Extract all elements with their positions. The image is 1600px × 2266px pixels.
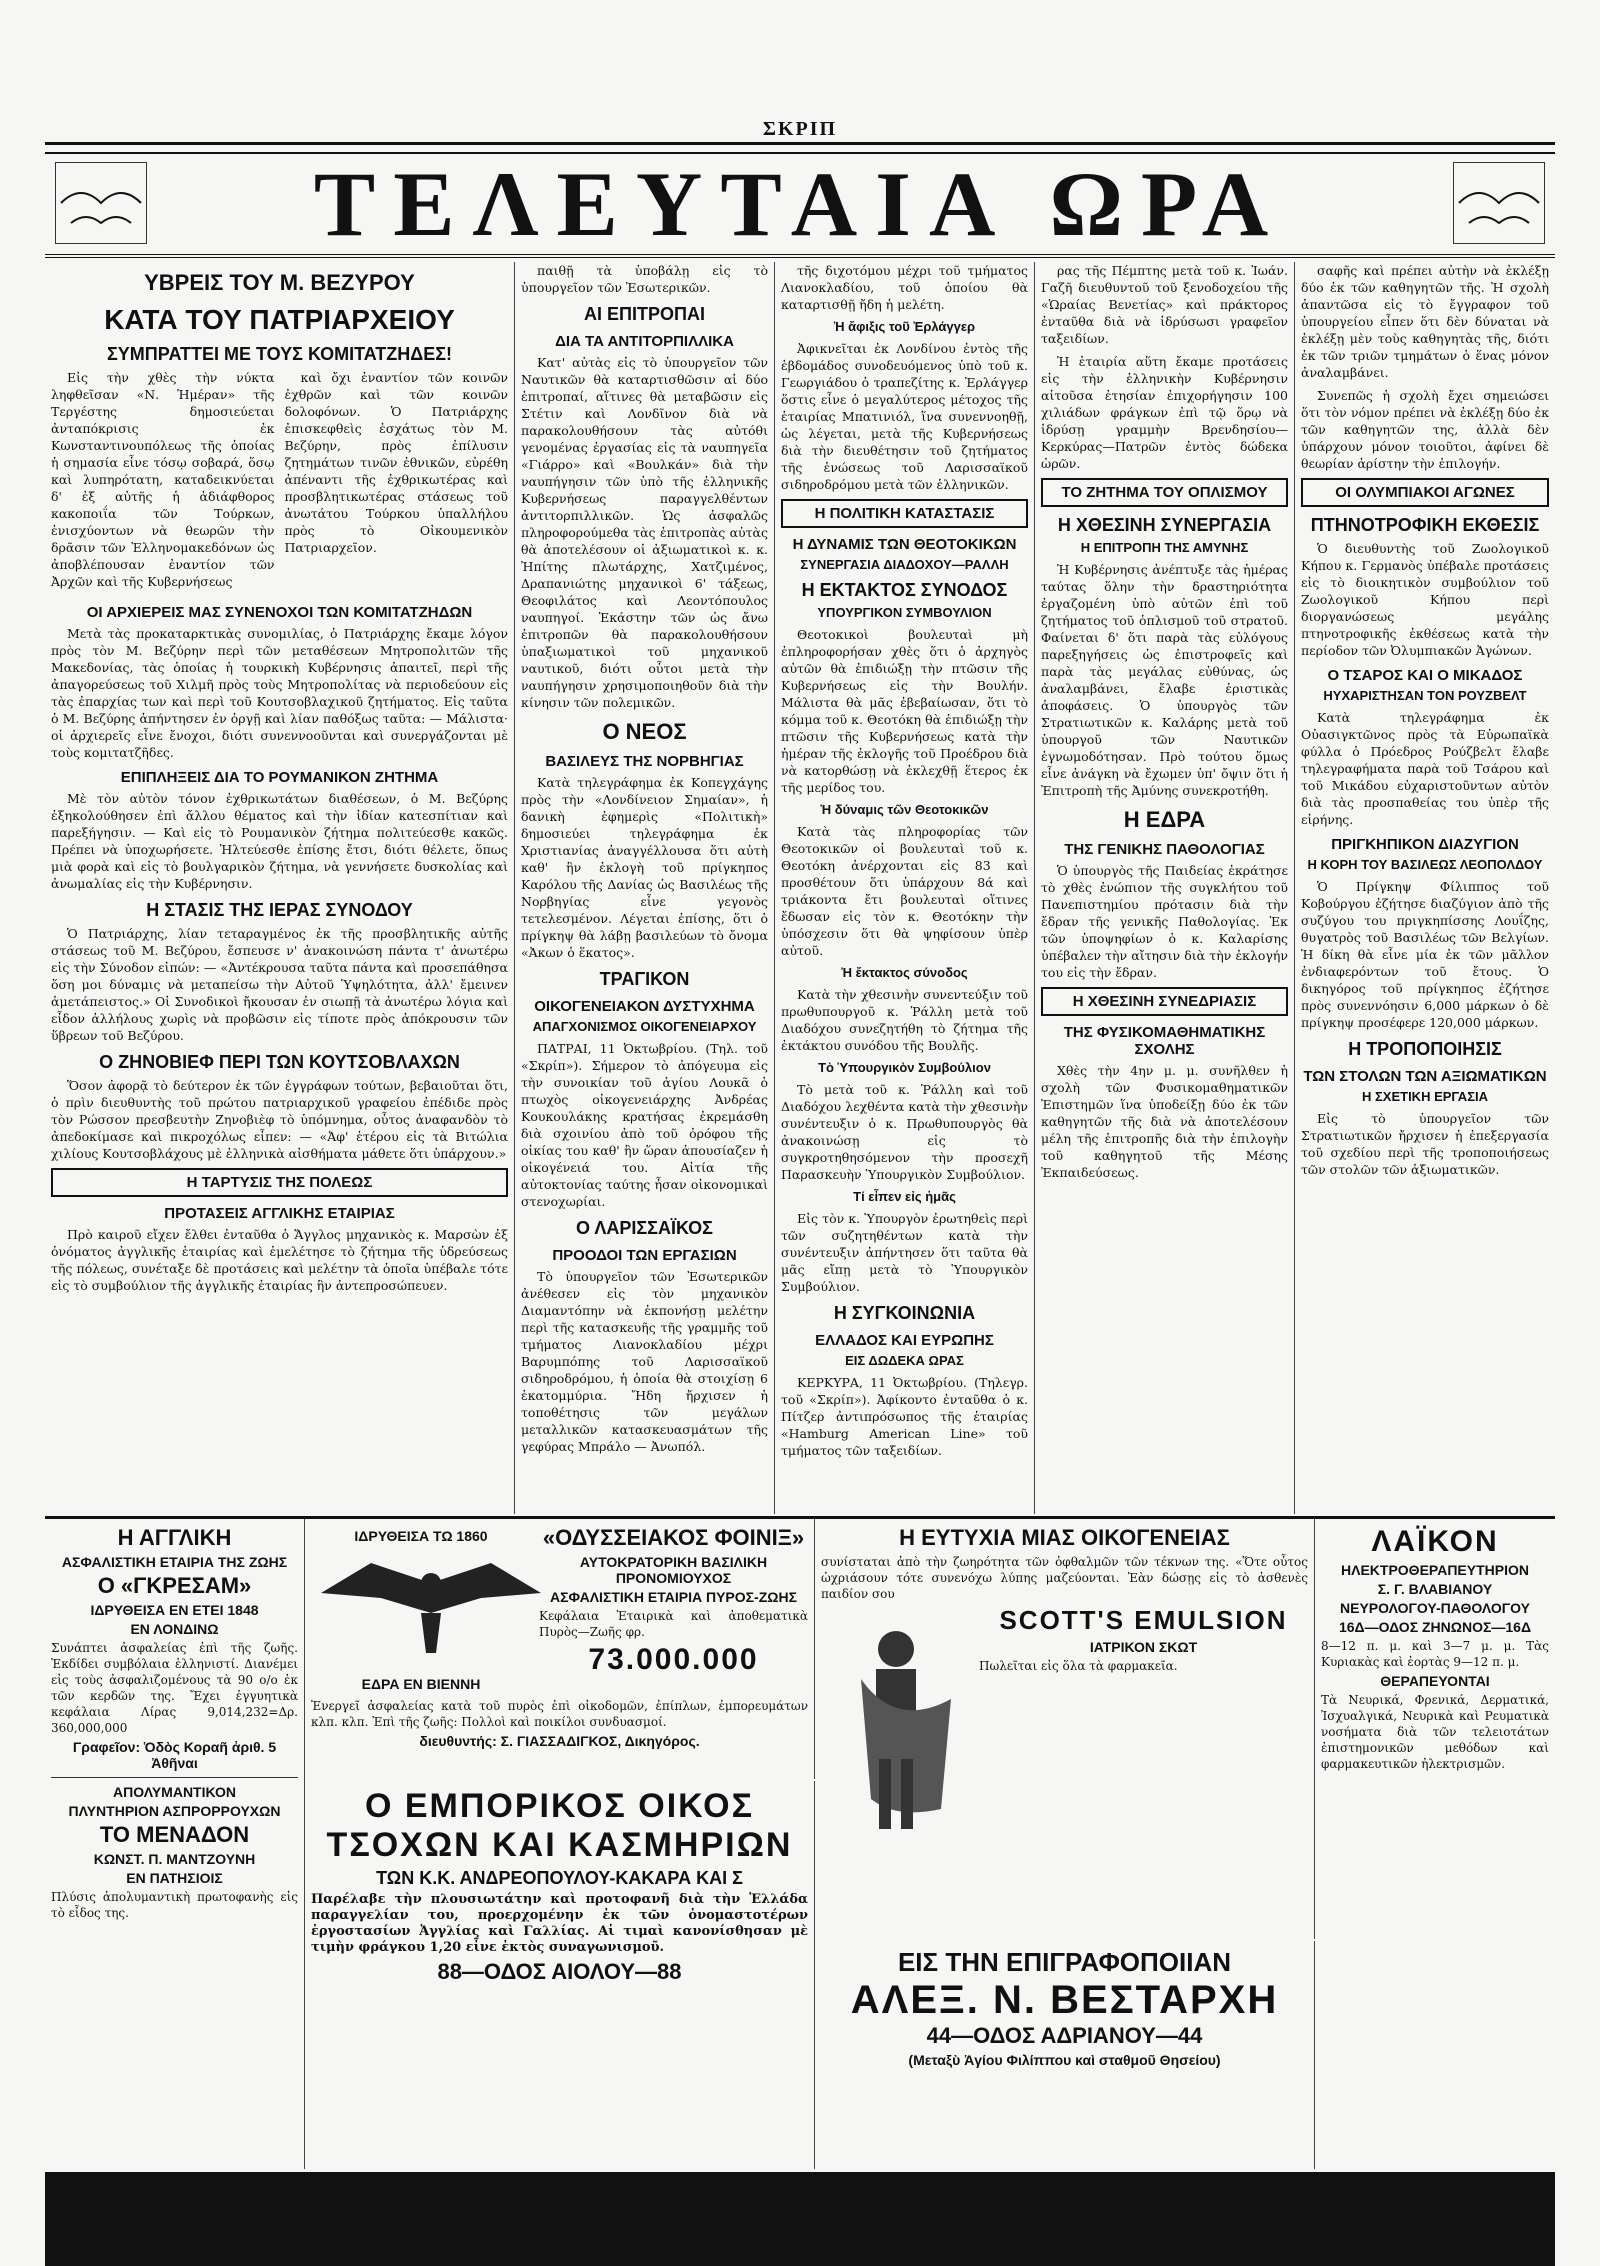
headline: Η ΤΡΟΠΟΠΟΙΗΣΙΣ [1348, 1039, 1502, 1059]
headline: ΑΙ ΕΠΙΤΡΟΠΑΙ [583, 304, 705, 324]
subheadline: Η ΤΑΡΤΥΣΙΣ ΤΗΣ ΠΟΛΕΩΣ [186, 1174, 373, 1191]
ad-brand: ΑΛΕΞ. Ν. ΒΕΣΤΑΡΧΗ [850, 1978, 1279, 2022]
article-text: Θεοτοκικοὶ βουλευταὶ μὴ ἐπληροφορήσαν χθὲς ὅτι ὁ ἀρχηγὸς αὐτῶν θὰ ἐπιδιώξῃ τὴν πτῶσιν τῆς Κυβερνήσεως εἰς τὴν Βουλήν. Μάλιστα θὰ μᾶς ἐβεβαίωσαν, ὅτι τὸ κόμμα τοῦ κ. Θεοτόκη θὰ ἐπιδιώξῃ τὴν πτῶσιν τῆς Κυβερνήσεως κατὰ τὴν ἡμέραν τῆς ἐκλογῆς τοῦ Προέδρου διὰ νὰ κατορθώσῃ νὰ ἐκλεχθῇ ἕτερος ἐκ τῆς μερίδος του. [781, 627, 1028, 795]
kicker: Η ΚΟΡΗ ΤΟΥ ΒΑΣΙΛΕΩΣ ΛΕΟΠΟΛΔΟΥ [1307, 857, 1543, 872]
column-2 [515, 262, 775, 1514]
column-5 [1295, 262, 1555, 1514]
article-text: Ὁ ὑπουργὸς τῆς Παιδείας ἐκράτησε τὸ χθὲς ἐνώπιον τῆς συγκλήτου τοῦ Πανεπιστημίου πρότασιν διὰ τὴν ἔδραν τῆς γενικῆς Παθολογίας. Ἐκ τῶν ὑποψηφίων ὁ κ. Καλαρίσης ὑπέβαλεν τὴν αἴτησιν διὰ τὴν ἐκλογήν του εἰς τὴν ἔδραν. [1041, 863, 1288, 980]
ad-sign-maker [815, 1941, 1315, 2169]
ad-subheading: ΕΝ ΠΑΤΗΣΙΟΙΣ [126, 1870, 223, 1886]
ad-heading: ΤΣΟΧΩΝ ΚΑΙ ΚΑΣΜΗΡΙΩΝ [326, 1826, 793, 1864]
kicker: Ἡ ἄφιξις τοῦ Ἐρλάγγερ [833, 319, 976, 334]
ad-cloth-merchants [305, 1781, 815, 2169]
headline: ΠΤΗΝΟΤΡΟΦΙΚΗ ΕΚΘΕΣΙΣ [1310, 515, 1540, 535]
kicker: Η ΕΠΙΤΡΟΠΗ ΤΗΣ ΑΜΥΝΗΣ [1080, 540, 1249, 555]
article-text: ΠΑΤΡΑΙ, 11 Ὀκτωβρίου. (Τηλ. τοῦ «Σκρίπ»). Σήμερον τὸ ἀπόγευμα εἰς τὴν συνοικίαν τοῦ ἁγίου Λουκᾶ ὁ πτωχὸς οἰκογενειάρχης Ἀνδρέας Κουκουλάκης κρατήσας ἐκρεμάσθη διὰ σχοινίου ἀπὸ τοῦ ὀρόφου τῆς οἰκίας του καθ' ἣν ὥραν ἀπουσίαζεν ἡ οἰκογένειά του. Αἰτία τῆς αὐτοκτονίας ταύτης ἦσαν οἰκονομικαὶ στενοχωρίαι. [521, 1041, 768, 1209]
article-text: Μετὰ τὰς προκαταρκτικὰς συνομιλίας, ὁ Πατριάρχης ἔκαμε λόγον πρὸς τὸν Μ. Βεζύρην περὶ τῶν μεταθέσεων Μητροπολιτῶν τῆς Μακεδονίας, τὰς ὁποίας ἡ τουρκικὴ Κυβέρνησις ἀπαιτεῖ, περὶ τῆς ἀπαγορεύσεως τοῦ Χιλμῆ πρὸς τοὺς Μητροπολίτας νὰ περιοδεύουν εἰς τὰς ἐπαρχίας των καὶ περὶ τοῦ Κουτσοβλαχικοῦ ζητήματος. Εἰς ταῦτα ὁ Μ. Βεζύρης ἀπήντησεν ἐν ὀργῇ καὶ λίαν παθόξως ταῦτα: — Μάλιστα· οἱ ἀρχιερεῖς εἶνε ἔνοχοι, διότι συνεννοοῦνται καὶ συνεργάζονται μὲ τοὺς κομιτατζῆδες. [51, 626, 508, 760]
ad-subheading: (Μεταξὺ Ἁγίου Φιλίππου καὶ σταθμοῦ Θησείου) [908, 2052, 1221, 2068]
ad-text: Τὰ Νευρικά, Φρενικά, Δερματικά, Ἰσχυαλγικά, Νευρικὰ καὶ Ρευματικὰ νοσήματα διὰ τῶν τελειοτάτων ἐπιστημονικῶν μεθόδων καὶ φαρμακευτικῶν ἠλεκτρισμῶν. [1321, 1693, 1549, 1771]
ad-subheading: ΚΩΝΣΤ. Π. ΜΑΝΤΖΟΥΝΗ [93, 1851, 256, 1867]
article-text: Τὸ μετὰ τοῦ κ. Ῥάλλη καὶ τοῦ Διαδόχου λεχθέντα κατὰ τὴν χθεσινὴν συνέντευξιν ὁ κ. Πρωθυπουργὸς θὰ ἀνακοινώσῃ εἰς τὸ συγκροτηθησόμενον τὴν προσεχῆ Παρασκευὴν Ὑπουργικὸν Συμβούλιον. [781, 1082, 1028, 1182]
kicker: ΥΠΟΥΡΓΙΚΟΝ ΣΥΜΒΟΥΛΙΟΝ [817, 605, 992, 620]
ad-subheading: Σ. Γ. ΒΛΑΒΙΑΝΟΥ [1377, 1581, 1493, 1597]
kicker: ΑΠΑΓΧΟΝΙΣΜΟΣ ΟΙΚΟΓΕΝΕΙΑΡΧΟΥ [532, 1019, 757, 1034]
article-text: Ἀφικνεῖται ἐκ Λονδίνου ἐντὸς τῆς ἑβδομάδος συνοδευόμενος ὑπὸ τοῦ κ. Γεωργιάδου ὁ τραπεζίτης κ. Ἐρλάγγερ ὅστις εἶνε ὁ μεγαλύτερος μέτοχος τῆς ἑταιρίας Μπατινιόλ, ἵνα συνεννοηθῇ, ὡς λέγεται, μετὰ τῆς Κυβερνήσεως διὰ τὴν διευθέτησιν τοῦ ζητήματος τῆς ἑνώσεως τοῦ Λαρισσαϊκοῦ σιδηροδρόμου μετὰ τῶν ἑλληνικῶν. [781, 341, 1028, 492]
ad-text: Κεφάλαια Ἐταιρικὰ καὶ ἀποθεματικὰ Πυρὸς—Ζωῆς φρ. [539, 1609, 808, 1639]
top-rule [45, 142, 1555, 145]
headline: Η ΠΟΛΙΤΙΚΗ ΚΑΤΑΣΤΑΣΙΣ [814, 505, 995, 522]
ad-text: Πλύσις ἀπολυμαντικὴ πρωτοφανὴς εἰς τὸ εἶδος της. [51, 1890, 298, 1920]
subheadline: Η ΣΤΑΣΙΣ ΤΗΣ ΙΕΡΑΣ ΣΥΝΟΔΟΥ [146, 900, 413, 920]
ad-text: Ἐνεργεῖ ἀσφαλείας κατὰ τοῦ πυρὸς ἐπὶ οἰκοδομῶν, ἐπίπλων, ἐμπορευμάτων κλπ. κλπ. Ἐπὶ τῆς ζωῆς: Πολλοὶ καὶ ποικίλοι συνδυασμοί. [311, 1699, 808, 1729]
ad-text: Παρέλαβε τὴν πλουσιωτάτην καὶ προτοφανῆ διὰ τὴν Ἑλλάδα παραγγελίαν του, προερχομένην ἐκ τῶν ὀνομαστοτέρων ἐργοστασίων Ἀγγλίας καὶ Γαλλίας. Αἱ τιμαὶ κανονίσθησαν μὲ τιμὴν φράγκου 1,20 εἶνε ἐκτὸς συναγωνισμοῦ. [311, 1892, 808, 1955]
advertisements-section [45, 1516, 1555, 2169]
ad-subheading: ΕΔΡΑ ΕΝ ΒΙΕΝΝΗ [361, 1676, 481, 1692]
column-1 [45, 262, 515, 1514]
divider [51, 1777, 298, 1778]
bottom-dark-band [45, 2172, 1555, 2266]
ad-text: 8—12 π. μ. καὶ 3—7 μ. μ. Τὰς Κυριακὰς καὶ ἑορτὰς 9—12 π. μ. [1321, 1639, 1549, 1669]
headline: ΚΑΤΑ ΤΟΥ ΠΑΤΡΙΑΡΧΕΙΟΥ [104, 304, 455, 335]
ad-brand: ΤΟ ΜΕΝΑΔΟΝ [99, 1822, 250, 1847]
headline: Η ΧΘΕΣΙΝΗ ΣΥΝΕΡΓΑΣΙΑ [1057, 515, 1272, 535]
kicker: Ἡ δύναμις τῶν Θεοτοκικῶν [820, 802, 989, 817]
subheadline: ΕΛΛΑΔΟΣ ΚΑΙ ΕΥΡΩΠΗΣ [815, 1332, 994, 1349]
article-text: Συνεπῶς ἡ σχολὴ ἔχει σημειώσει ὅτι τὸν νόμον πρέπει νὰ ἐκλέξῃ δύο ἐκ τῶν καθηγητῶν της, ἀλλὰ δὲν ὑπάρχουν μόνον τοιοῦτοι, ἀφίνει δὲ θεωρίαν ἀρίστην τὴν ἐπιλογήν. [1301, 388, 1549, 471]
ad-brand: Ο «ΓΚΡΕΣΑΜ» [97, 1573, 252, 1598]
ad-subheading: ΝΕΥΡΟΛΟΓΟΥ-ΠΑΘΟΛΟΓΟΥ [1340, 1600, 1530, 1616]
headline: Ο ΝΕΟΣ [602, 719, 687, 744]
article-text: σαφῆς καὶ πρέπει αὐτὴν νὰ ἐκλέξῃ δύο ἐκ τῶν καθηγητῶν τῆς. Ἡ σχολὴ ἀπαντῶσα εἰς τὸ ἔγγραφον τοῦ ὑπουργείου εἶπεν ὅτι δὲν δύναται νὰ ἐκλέξῃ μὲν τοὺς καθηγητὰς τῆς, διότι ἐκ τῶν τριῶν τμημάτων ὁ ἕνας μόνον ἀναλαμβάνει. [1301, 263, 1549, 380]
ad-brand: SCOTT'S EMULSION [999, 1605, 1288, 1635]
ad-director: διευθυντής: Σ. ΓΙΑΣΣΑΔΙΓΚΟΣ, Δικηγόρος. [419, 1733, 700, 1749]
article-text: Ὁ διευθυντὴς τοῦ Ζωολογικοῦ Κήπου κ. Γερμανὸς ὑπέβαλε προτάσεις εἰς τὸ διοικητικὸν συμβούλιον τοῦ Ζωολογικοῦ Κήπου περὶ διοργανώσεως μεγάλης πτηνοτροφικῆς ἐκθέσεως κατὰ τὴν περίοδον τῶν Ὀλυμπιακῶν Ἀγώνων. [1301, 541, 1549, 658]
ad-address: 88—ΟΔΟΣ ΑΙΟΛΟΥ—88 [437, 1959, 682, 1984]
ad-subheading: ΕΝ ΛΟΝΔΙΝΩ [130, 1621, 219, 1637]
ad-scotts-emulsion [815, 1519, 1315, 1939]
article-text: Τὸ ὑπουργεῖον τῶν Ἐσωτερικῶν ἀνέθεσεν εἰς τὸν μηχανικὸν Διαμαντόπην νὰ ἐκπονήσῃ μελέτην περὶ τῆς κατασκευῆς τῆς γραμμῆς τοῦ τμήματος Λιανοκλαδίου μέχρι Βαρυμπόπης τοῦ Λαρισσαϊκοῦ σιδηροδρόμου, ἡ ὁποία θὰ στοιχίσῃ 6 ἑκατομμύρια. Ἤδη ἤρχισεν ἡ τοποθέτησις τῶν μεγάλων μεταλλικῶν κατασκευασμάτων τῆς γεφύρας Μπράλο — Ἀνωπόλ. [521, 1269, 768, 1454]
article-two-col [51, 369, 508, 596]
article-text: Κατ' αὐτὰς εἰς τὸ ὑπουργεῖον τῶν Ναυτικῶν θὰ καταρτισθῶσιν αἱ δύο ἐπιτροπαί, αἵτινες θὰ μεταβῶσιν εἰς Στέτιν καὶ Λονδῖνον διὰ νὰ παρακολουθήσουν τὰς αὐτόθι γενομένας ἐργασίας εἰς τὰ ναυπηγεῖα «Γιάρρο» καὶ «Βουλκάν» διὰ τὴν ναυπήγησιν τῶν ὑπὸ τῆς ἑλληνικῆς Κυβερνήσεως παραγγελθέντων ἀντιτορπιλλικῶν. Ὡς ἀσφαλῶς πληροφορούμεθα τὰς ἐπιτροπὰς αὐτὰς θὰ ἀποτελέσουν οἱ ἀξιωματικοὶ κ. κ. Ἠπίτης πλωτάρχης, Χατζιμένος, Δραπανιώτης μηχανικοὶ 6' τάξεως, Θεοφιλάτος καὶ Λεοντόπουλος ναυπηγοί. Ἑκάστην τῶν ὡς ἄνω ἐπιτροπῶν θὰ παρακολουθήσουν ὑπαξιωματικοὶ τοῦ μηχανικοῦ ναυτικοῦ, διότι οὗτοι μετὰ τὴν ναυπήγησιν χρησιμοποιηθοῦν διὰ τὴν κίνησιν τῶν πολεμικῶν. [521, 355, 768, 710]
article-text: καὶ ὄχι ἐναντίον τῶν κοινῶν ἐχθρῶν καὶ τῶν κοινῶν δολοφόνων. Ὁ Πατριάρχης ἐπισκεφθεὶς ἐσχάτως τὸν Μ. Βεζύρην, πρὸς ἐπίλυσιν ζητημάτων τινῶν ἐθνικῶν, εὑρέθη ἀπέναντι τῆς ἐχθρικωτέρας καὶ προσβλητικωτέρας στάσεως τοῦ ἀνωτάτου Τούρκου ὑπαλλήλου πρὸς τὸ Οἰκουμενικὸν Πατριαρχεῖον. [284, 370, 508, 555]
ad-text: Συνάπτει ἀσφαλείας ἐπὶ τῆς ζωῆς. Ἐκδίδει συμβόλαια ἑλληνιστί. Διανέμει εἰς τοὺς ἀσφαλιζομένους τὰ 90 ο/ο ἐκ τῶν κερδῶν της. Ἔχει ἐγγυητικὰ κεφάλαια Λίρας 9,014,232=Δρ. 360,000,000 [51, 1641, 298, 1735]
subheadline: ΟΙ ΑΡΧΙΕΡΕΙΣ ΜΑΣ ΣΥΝΕΝΟΧΟΙ ΤΩΝ ΚΟΜΙΤΑΤΖΗΔΩΝ [86, 604, 473, 621]
article-text: Μὲ τὸν αὐτὸν τόνον ἐχθρικωτάτων διαθέσεων, ὁ Μ. Βεζύρης ἐξηκολούθησεν ἐπὶ ἄλλου θέματος καὶ τὴν ἰδίαν κατεσπίτιαν καὶ παρεξήγησιν. — Καὶ εἰς τὸ Ρουμανικὸν ζήτημα πολιτεύεσθε κακῶς. Πρέπει νὰ ὑποχωρήσετε. Ἠλτεύεσθε ἐπίσης ἔτσι, διότι θέλετε, ὅπως μιὰ φορὰ καὶ εἰς τὸ βουλγαρικὸν ζήτημα, νὰ γεννήσετε δυσκολίας καὶ ἀνωμαλίας εἰς τὴν Κυβέρνησιν. [51, 791, 508, 891]
subheadline: ΟΙΚΟΓΕΝΕΙΑΚΟΝ ΔΥΣΤΥΧΗΜΑ [534, 998, 755, 1015]
masthead [45, 152, 1555, 258]
ad-heading: Ο ΕΜΠΟΡΙΚΟΣ ΟΙΚΟΣ [364, 1787, 755, 1825]
headline: ΟΙ ΟΛΥΜΠΙΑΚΟΙ ΑΓΩΝΕΣ [1335, 484, 1515, 501]
ad-subheading: ΑΣΦΑΛΙΣΤΙΚΗ ΕΤΑΙΡΙΑ ΤΗΣ ΖΩΗΣ [61, 1554, 288, 1570]
swallows-ornament-icon [1453, 162, 1545, 244]
boxed-headline [51, 1168, 508, 1197]
ad-heading: ΑΠΟΛΥΜΑΝΤΙΚΟΝ [113, 1784, 236, 1800]
column-3 [775, 262, 1035, 1514]
ad-heading: ΕΙΣ ΤΗΝ ΕΠΙΓΡΑΦΟΠΟΙΙΑΝ [897, 1947, 1232, 1977]
subheadline: ΔΙΑ ΤΑ ΑΝΤΙΤΟΡΠΙΛΛΙΚΑ [555, 333, 734, 350]
article-text: ΚΕΡΚΥΡΑ, 11 Ὀκτωβρίου. (Τηλεγρ. τοῦ «Σκρίπ»). Ἀφίκοντο ἐνταῦθα ὁ κ. Πίτζερ ἀντιπρόσωπος τῆς ἑταιρίας «Hamburg American Line» τοῦ τμήματος τῶν ταξειδίων. [781, 1375, 1028, 1458]
ad-subheading: ΑΣΦΑΛΙΣΤΙΚΗ ΕΤΑΙΡΙΑ ΠΥΡΟΣ-ΖΩΗΣ [549, 1589, 798, 1605]
article-text: Κατὰ τὰς πληροφορίας τῶν Θεοτοκικῶν οἱ βουλευταὶ τοῦ κ. Θεοτόκη ἀνέρχονται εἰς 83 καὶ προσθέτουν ὅτι ὑπάρχουν 8ά καὶ τριάκοντα ἔτι βουλευταὶ οἵτινες ἔδωσαν εἰς τὸν κ. Θεοτόκην τὴν ὑπόσχεσιν ὅτι θὰ ψηφίσουν ὑπὲρ αὐτοῦ. [781, 824, 1028, 958]
headline: Ο ΤΣΑΡΟΣ ΚΑΙ Ο ΜΙΚΑΔΟΣ [1327, 667, 1523, 684]
masthead-title: ΤΕΛΕΥΤΑΙΑ ΩΡΑ [313, 153, 1287, 255]
ad-subheading: ΤΩΝ Κ.Κ. ΑΝΔΡΕΟΠΟΥΛΟΥ-ΚΑΚΑΡΑ ΚΑΙ Σ [376, 1868, 743, 1888]
article-text: Ἡ ἑταιρία αὕτη ἔκαμε προτάσεις εἰς τὴν ἑλληνικὴν Κυβέρνησιν αἰτοῦσα ἐτησίαν ἐπιχορήγησιν 100 χιλιάδων φράγκων ἐπὶ τῷ ὅρῳ νὰ ἱδρύσῃ γραμμὴν Βρενδησίου—Κερκύρας—Πατρῶν ἐντὸς δώδεκα ὡρῶν. [1041, 354, 1288, 471]
article-text: παιθῇ τὰ ὑποβάλῃ εἰς τὸ ὑπουργεῖον τῶν Ἐσωτερικῶν. [521, 263, 768, 295]
article-text: Κατὰ τηλεγράφημα ἐκ Οὐασιγκτῶνος πρὸς τὰ Εὐρωπαϊκὰ φύλλα ὁ Πρόεδρος Ρούζβελτ ἔλαβε τηλεγραφήματα παρὰ τοῦ Τσάρου καὶ τοῦ Μικάδου εὐχαριστοῦντων αὐτὸν διὰ τὰς προσπαθείας του ὑπὲρ τῆς εἰρήνης. [1301, 710, 1549, 827]
headline: ΥΒΡΕΙΣ ΤΟΥ Μ. ΒΕΖΥΡΟΥ [144, 270, 415, 295]
article-text: Ὅσον ἀφορᾷ τὸ δεύτερον ἐκ τῶν ἐγγράφων τούτων, βεβαιοῦται ὅτι, ὁ πρὶν διευθυντὴς τοῦ πρώτου πατριαρχικοῦ γραφείου ἐπέδιδε πρὸς τὸν Ρώσσον πρεσβευτὴν Ζηνοβιὲφ τὸ ὑπόμνημα, οὗτος ἀναφανδὸν τὸ ἀπεδοκίμασε καὶ πικροχόλως εἶπεν: — «Ἀφ' ἑτέρου εἰς τὰ Βιτώλια χιλίους Κουτσοβλάχους μὲ ἐλληνικὰ αἰσθήματα μάθετε ὅτι ὑπάρχουν.» [51, 1078, 508, 1161]
running-head: ΣΚΡΙΠ [762, 118, 838, 140]
ad-gresham-insurance [45, 1519, 305, 2169]
ad-address: 44—ΟΔΟΣ ΑΔΡΙΑΝΟΥ—44 [926, 2023, 1203, 2048]
ad-subheading: ΠΛΥΝΤΗΡΙΟΝ ΑΣΠΡΟΡΡΟΥΧΩΝ [68, 1803, 281, 1819]
article-text: Εἰς τὸ ὑπουργεῖον τῶν Στρατιωτικῶν ἤρχισεν ἡ ἐπεξεργασία τοῦ σχεδίου περὶ τῆς τροποποιήσεως τῶν στολῶν τῶν ἀξιωματικῶν. [1301, 1111, 1549, 1177]
ad-phoenix-insurance [305, 1519, 815, 1779]
headline: ΣΥΜΠΡΑΤΤΕΙ ΜΕ ΤΟΥΣ ΚΟΜΙΤΑΤΖΗΔΕΣ! [106, 344, 452, 364]
ad-capital-figure: 73.000.000 [588, 1643, 759, 1676]
boxed-headline [1041, 478, 1288, 507]
ad-phoenix-left [311, 1525, 531, 1695]
article-text: ρας τῆς Πέμπτης μετὰ τοῦ κ. Ἰωάν. Γαζῆ διευθυντοῦ τοῦ ξενοδοχείου τῆς «Ὡραίας Βενετίας» καὶ πράκτορος ἐνταῦθα διὰ νὰ ἱδρύσωσι γραφεῖον ταξειδίων. [1041, 263, 1288, 346]
news-columns [45, 262, 1555, 1514]
headline: Η ΕΚΤΑΚΤΟΣ ΣΥΝΟΔΟΣ [801, 580, 1008, 600]
kicker: Η ΣΧΕΤΙΚΗ ΕΡΓΑΣΙΑ [1361, 1089, 1488, 1104]
article-text: Εἰς τὴν χθὲς τὴν νύκτα ληφθεῖσαν «Ν. Ἡμέραν» τῆς Τεργέστης δημοσιεύεται ἀνταπόκρισις ἐκ Κωνσταντινουπόλεως τῆς ὁποίας ἡ σημασία εἶνε τόσῳ σοβαρά, ὅσῳ καὶ λυπηρότατη, καταδεικνύεται δ' ἐξ αὐτῆς ἡ ἀδιάφθορος κακοποιΐα τῶν Τούρκων, ἐνισχύοντων νὰ θεωρῶν τὴν δρᾶσιν τῶν Ἑλληνομακεδόνων ὡς ἀποβλέπουσαν ἐναντίον τῶν Ἀρχῶν καὶ τῆς Κυβερνήσεως [51, 370, 275, 589]
article-text: τῆς διχοτόμου μέχρι τοῦ τμήματος Λιανοκλαδίου, τοῦ ὁποίου θὰ καταρτισθῇ ἤδη ἡ μελέτη. [781, 263, 1028, 312]
boxed-headline [781, 499, 1028, 528]
ad-text: Πωλεῖται εἰς ὅλα τὰ φαρμακεῖα. [979, 1659, 1178, 1673]
ad-subheading: ΗΛΕΚΤΡΟΘΕΡΑΠΕΥΤΗΡΙΟΝ [1341, 1562, 1529, 1578]
boxed-headline [1301, 478, 1549, 507]
subheadline: Η ΔΥΝΑΜΙΣ ΤΩΝ ΘΕΟΤΟΚΙΚΩΝ [792, 536, 1017, 553]
article-text: Πρὸ καιροῦ εἴχεν ἔλθει ἐνταῦθα ὁ Ἄγγλος μηχανικὸς κ. Μαρσὼν ἐξ ὀνόματος ἀγγλικῆς ἑταιρίας καὶ ἐμελέτησε τὸ ζήτημα τῆς ὑδρεύσεως τῆς πόλεως, συνέταξε δὲ προτάσεις καὶ μελέτην τὰ ὁποῖα ὑπέβαλε τότε εἰς τὸ συμβούλιον τῆς ἀγγλικῆς ἑταιρίας ἣν ἀντεπροσώπευεν. [51, 1227, 508, 1293]
subheadline: ΒΑΣΙΛΕΥΣ ΤΗΣ ΝΟΡΒΗΓΙΑΣ [545, 753, 744, 770]
ad-electrotherapy-clinic [1315, 1519, 1555, 2169]
headline: Η ΕΔΡΑ [1123, 807, 1206, 832]
ad-address: 16Δ—ΟΔΟΣ ΖΗΝΩΝΟΣ—16Δ [1338, 1619, 1532, 1635]
headline: Η ΣΥΓΚΟΙΝΩΝΙΑ [833, 1303, 976, 1323]
subheadline: ΠΡΟΤΑΣΕΙΣ ΑΓΓΛΙΚΗΣ ΕΤΑΙΡΙΑΣ [164, 1205, 395, 1222]
ad-subheading: ΑΥΤΟΚΡΑΤΟΡΙΚΗ ΒΑΣΙΛΙΚΗ ΠΡΟΝΟΜΙΟΥΧΟΣ [579, 1554, 768, 1586]
article-text: Ὁ Πρίγκηψ Φίλιππος τοῦ Κοβούργου ἐζήτησε διαζύγιον ἀπὸ τῆς συζύγου του πριγκηπίσσης Λουΐζης, θυγατρὸς τοῦ Βασιλέως τῶν Βελγίων. Ἡ δίκη θὰ εἶνε μία ἐκ τῶν μᾶλλον ἐνδιαφερόντων τοῦ ἔτους. Ὁ δικηγόρος τοῦ πρίγκηπος ἐζήτησε πρὸς συνεννόησιν 6,000 μάρκων ὁ δὲ πρίγκηψ προσέφερε 120,000 μάρκων. [1301, 879, 1549, 1030]
ad-text: συνίσταται ἀπὸ τὴν ζωηρότητα τῶν ὀφθαλμῶν τῶν τέκνων της. «Ὅτε οὗτος ὠχριάσουν τότε συνενόχω λύπης μαζεύονται. Ἐὰν δώσῃς εἰς τὸ ἀσθενὲς παιδίον σου [821, 1555, 1308, 1601]
ad-phoenix-row [311, 1525, 808, 1695]
subheadline: ΤΗΣ ΓΕΝΙΚΗΣ ΠΑΘΟΛΟΓΙΑΣ [1064, 841, 1265, 858]
swallows-ornament-icon [55, 162, 147, 244]
kicker: Ἡ ἔκτακτος σύνοδος [841, 965, 968, 980]
boxed-headline [1041, 987, 1288, 1016]
kicker: Τὸ Ὑπουργικὸν Συμβούλιον [818, 1060, 991, 1075]
kicker: ΕΙΣ ΔΩΔΕΚΑ ΩΡΑΣ [845, 1353, 964, 1368]
article-text: Ὁ Πατριάρχης, λίαν τεταραγμένος ἐκ τῆς προσβλητικῆς αὐτῆς στάσεως τοῦ Μ. Βεζύρου, ἔσπευσε ν' ἀνακοινώση πάντα τ' ἀνωτέρω εἰς τὴν Σύνοδον εἰπών: — «Ἀντέκρουσα ταῦτα πάντα καὶ προσεπάθησα ὅση μοι δύναμις νὰ μεταπείσω τὴν Αὐτοῦ Ὑψηλότητα, ἀλλ' ἔμεινεν ἀμετάπειστος.» Οἱ Συνοδικοὶ ἤκουσαν ἐν σιωπῇ τὰ ἀνωτέρω λόγια καὶ εἶδον ἀλλήλους χωρὶς νὰ προβῶσιν εἰς τίποτε πρὸς ἀπόκρουσιν τῶν ὕβρεων τοῦ Βεζύρου. [51, 926, 508, 1043]
headline: Ο ΛΑΡΙΣΣΑΪΚΟΣ [576, 1218, 713, 1238]
kicker: ΗΥΧΑΡΙΣΤΗΣΑΝ ΤΟΝ ΡΟΥΖΒΕΛΤ [1323, 688, 1527, 703]
article-text: Ἡ Κυβέρνησις ἀνέπτυξε τὰς ἡμέρας ταύτας ὅλην τὴν δραστηριότητα ἐργαζομένη ὑπὸ αὐτῶν ἐπὶ τοῦ ζητήματος τοῦ ὁπλισμοῦ τοῦ στρατοῦ. Φαίνεται δ' ὅτι παρὰ τὰς εὐλόγους παρεξηγήσεις ὡς ἐπιστροφεῖς καὶ παρὰ τὰς μεγάλας εὐθύνας, ὡς ἀναλαμβάνει, ἔλαβε ἐριστικὰς ἀποφάσεις. Ὁ ὑπουργὸς τῶν Στρατιωτικῶν κ. Καλάρης μετὰ τοῦ ὑπουργοῦ τῶν Ναυτικῶν ἐγνωμοδότησαν. Πρὸ τούτου ὅμως εἶνε ἀνάγκη νὰ ἔχωμεν ὑπ' ὄψιν ὅτι ἡ Ἐπιτροπὴ τῆς Ἀμύνης συνεκροτήθη. [1041, 562, 1288, 798]
kicker: ΣΥΝΕΡΓΑΣΙΑ ΔΙΑΔΟΧΟΥ—ΡΑΛΛΗ [800, 557, 1009, 572]
eagle-icon [311, 1553, 551, 1663]
subheadline: ΤΗΣ ΦΥΣΙΚΟΜΑΘΗΜΑΤΙΚΗΣ ΣΧΟΛΗΣ [1063, 1024, 1266, 1058]
headline: Η ΧΘΕΣΙΝΗ ΣΥΝΕΔΡΙΑΣΙΣ [1072, 993, 1257, 1010]
ad-subheading: ΙΑΤΡΙΚΟΝ ΣΚΩΤ [1089, 1639, 1198, 1655]
headline: ΤΟ ΖΗΤΗΜΑ ΤΟΥ ΟΠΛΙΣΜΟΥ [1061, 484, 1268, 501]
headline: ΠΡΙΓΚΗΠΙΚΟΝ ΔΙΑΖΥΓΙΟΝ [1331, 836, 1519, 853]
ad-heading: ΛΑΪΚΟΝ [1371, 1525, 1499, 1558]
ad-phoenix-right [539, 1525, 808, 1695]
article-text: Κατὰ τηλεγράφημα ἐκ Κοπεγχάγης πρὸς τὴν «Λονδίνειον Σημαίαν», ἡ δανικὴ ἐφημερὶς «Πολιτικὴ» δημοσιεύει τηλεγράφημα ἐκ Χριστιανίας ἀναγγέλλουσα ὅτι αὐτὴ καθ' ἣν ἐκλογὴ τοῦ πρίγκηπος Καρόλου τῆς Δανίας ὡς Βασιλέως τῆς Νορβηγίας εἶνε γεγονὸς τετελεσμένον. Λέγεται ἐπίσης, ὅτι ὁ πρίγκηψ θὰ λάβῃ βασιλεύων τὸ ὄνομα «Ἀκων ὁ ἕκατος». [521, 775, 768, 960]
subheadline: ΕΠΙΠΛΗΞΕΙΣ ΔΙΑ ΤΟ ΡΟΥΜΑΝΙΚΟΝ ΖΗΤΗΜΑ [120, 769, 439, 786]
article-text: Χθὲς τὴν 4ην μ. μ. συνῆλθεν ἡ σχολὴ τῶν Φυσικομαθηματικῶν Ἐπιστημῶν ἵνα ὑποδείξῃ δύο ἐκ τῶν καθηγητῶν τῆς διὰ νὰ ἀποτελέσουν μέλη τῆς ἐπιτροπῆς διὰ τὴν ἐπιλογὴν τοῦ καθηγητοῦ τῆς Μέσης Ἐκπαιδεύσεως. [1041, 1063, 1288, 1180]
fisherman-with-fish-icon [821, 1609, 971, 1849]
ad-heading: Η ΕΥΤΥΧΙΑ ΜΙΑΣ ΟΙΚΟΓΕΝΕΙΑΣ [899, 1525, 1230, 1550]
subheadline: ΠΡΟΟΔΟΙ ΤΩΝ ΕΡΓΑΣΙΩΝ [552, 1247, 737, 1264]
subheadline: ΤΩΝ ΣΤΟΛΩΝ ΤΩΝ ΑΞΙΩΜΑΤΙΚΩΝ [1303, 1068, 1547, 1085]
ad-heading: Η ΑΓΓΛΙΚΗ [117, 1525, 232, 1550]
ad-subheading: ΘΕΡΑΠΕΥΟΝΤΑΙ [1380, 1673, 1490, 1689]
subheadline: Ο ΖΗΝΟΒΙΕΦ ΠΕΡΙ ΤΩΝ ΚΟΥΤΣΟΒΛΑΧΩΝ [99, 1052, 460, 1072]
article-text: Κατὰ τὴν χθεσινὴν συνεντεύξιν τοῦ πρωθυπουργοῦ κ. Ῥάλλη μετὰ τοῦ Διαδόχου συνεζητήθη τὸ ζήτημα τῆς ἐκτάκτου συνόδου τῆς Βουλῆς. [781, 987, 1028, 1053]
ad-brand: «ΟΔΥΣΣΕΙΑΚΟΣ ΦΟΙΝΙΞ» [542, 1525, 805, 1550]
kicker: Τί εἶπεν εἰς ἡμᾶς [853, 1189, 956, 1204]
column-4 [1035, 262, 1295, 1514]
ad-address: Γραφεῖον: Ὁδὸς Κοραῆ ἀριθ. 5 Ἀθῆναι [72, 1739, 277, 1771]
headline: ΤΡΑΓΙΚΟΝ [599, 969, 690, 989]
ad-subheading: ΙΔΡΥΘΕΙΣΑ ΤΩ 1860 [354, 1528, 488, 1544]
ad-subheading: ΙΔΡΥΘΕΙΣΑ ΕΝ ΕΤΕΙ 1848 [90, 1602, 259, 1618]
article-text: Εἰς τὸν κ. Ὑπουργὸν ἐρωτηθεὶς περὶ τῶν συζητηθέντων κατὰ τὴν συνέντευξιν ἀπήντησεν ὅτι ταῦτα θὰ μᾶς εἴπῃ μετὰ τὸ Ὑπουργικὸν Συμβούλιον. [781, 1211, 1028, 1294]
